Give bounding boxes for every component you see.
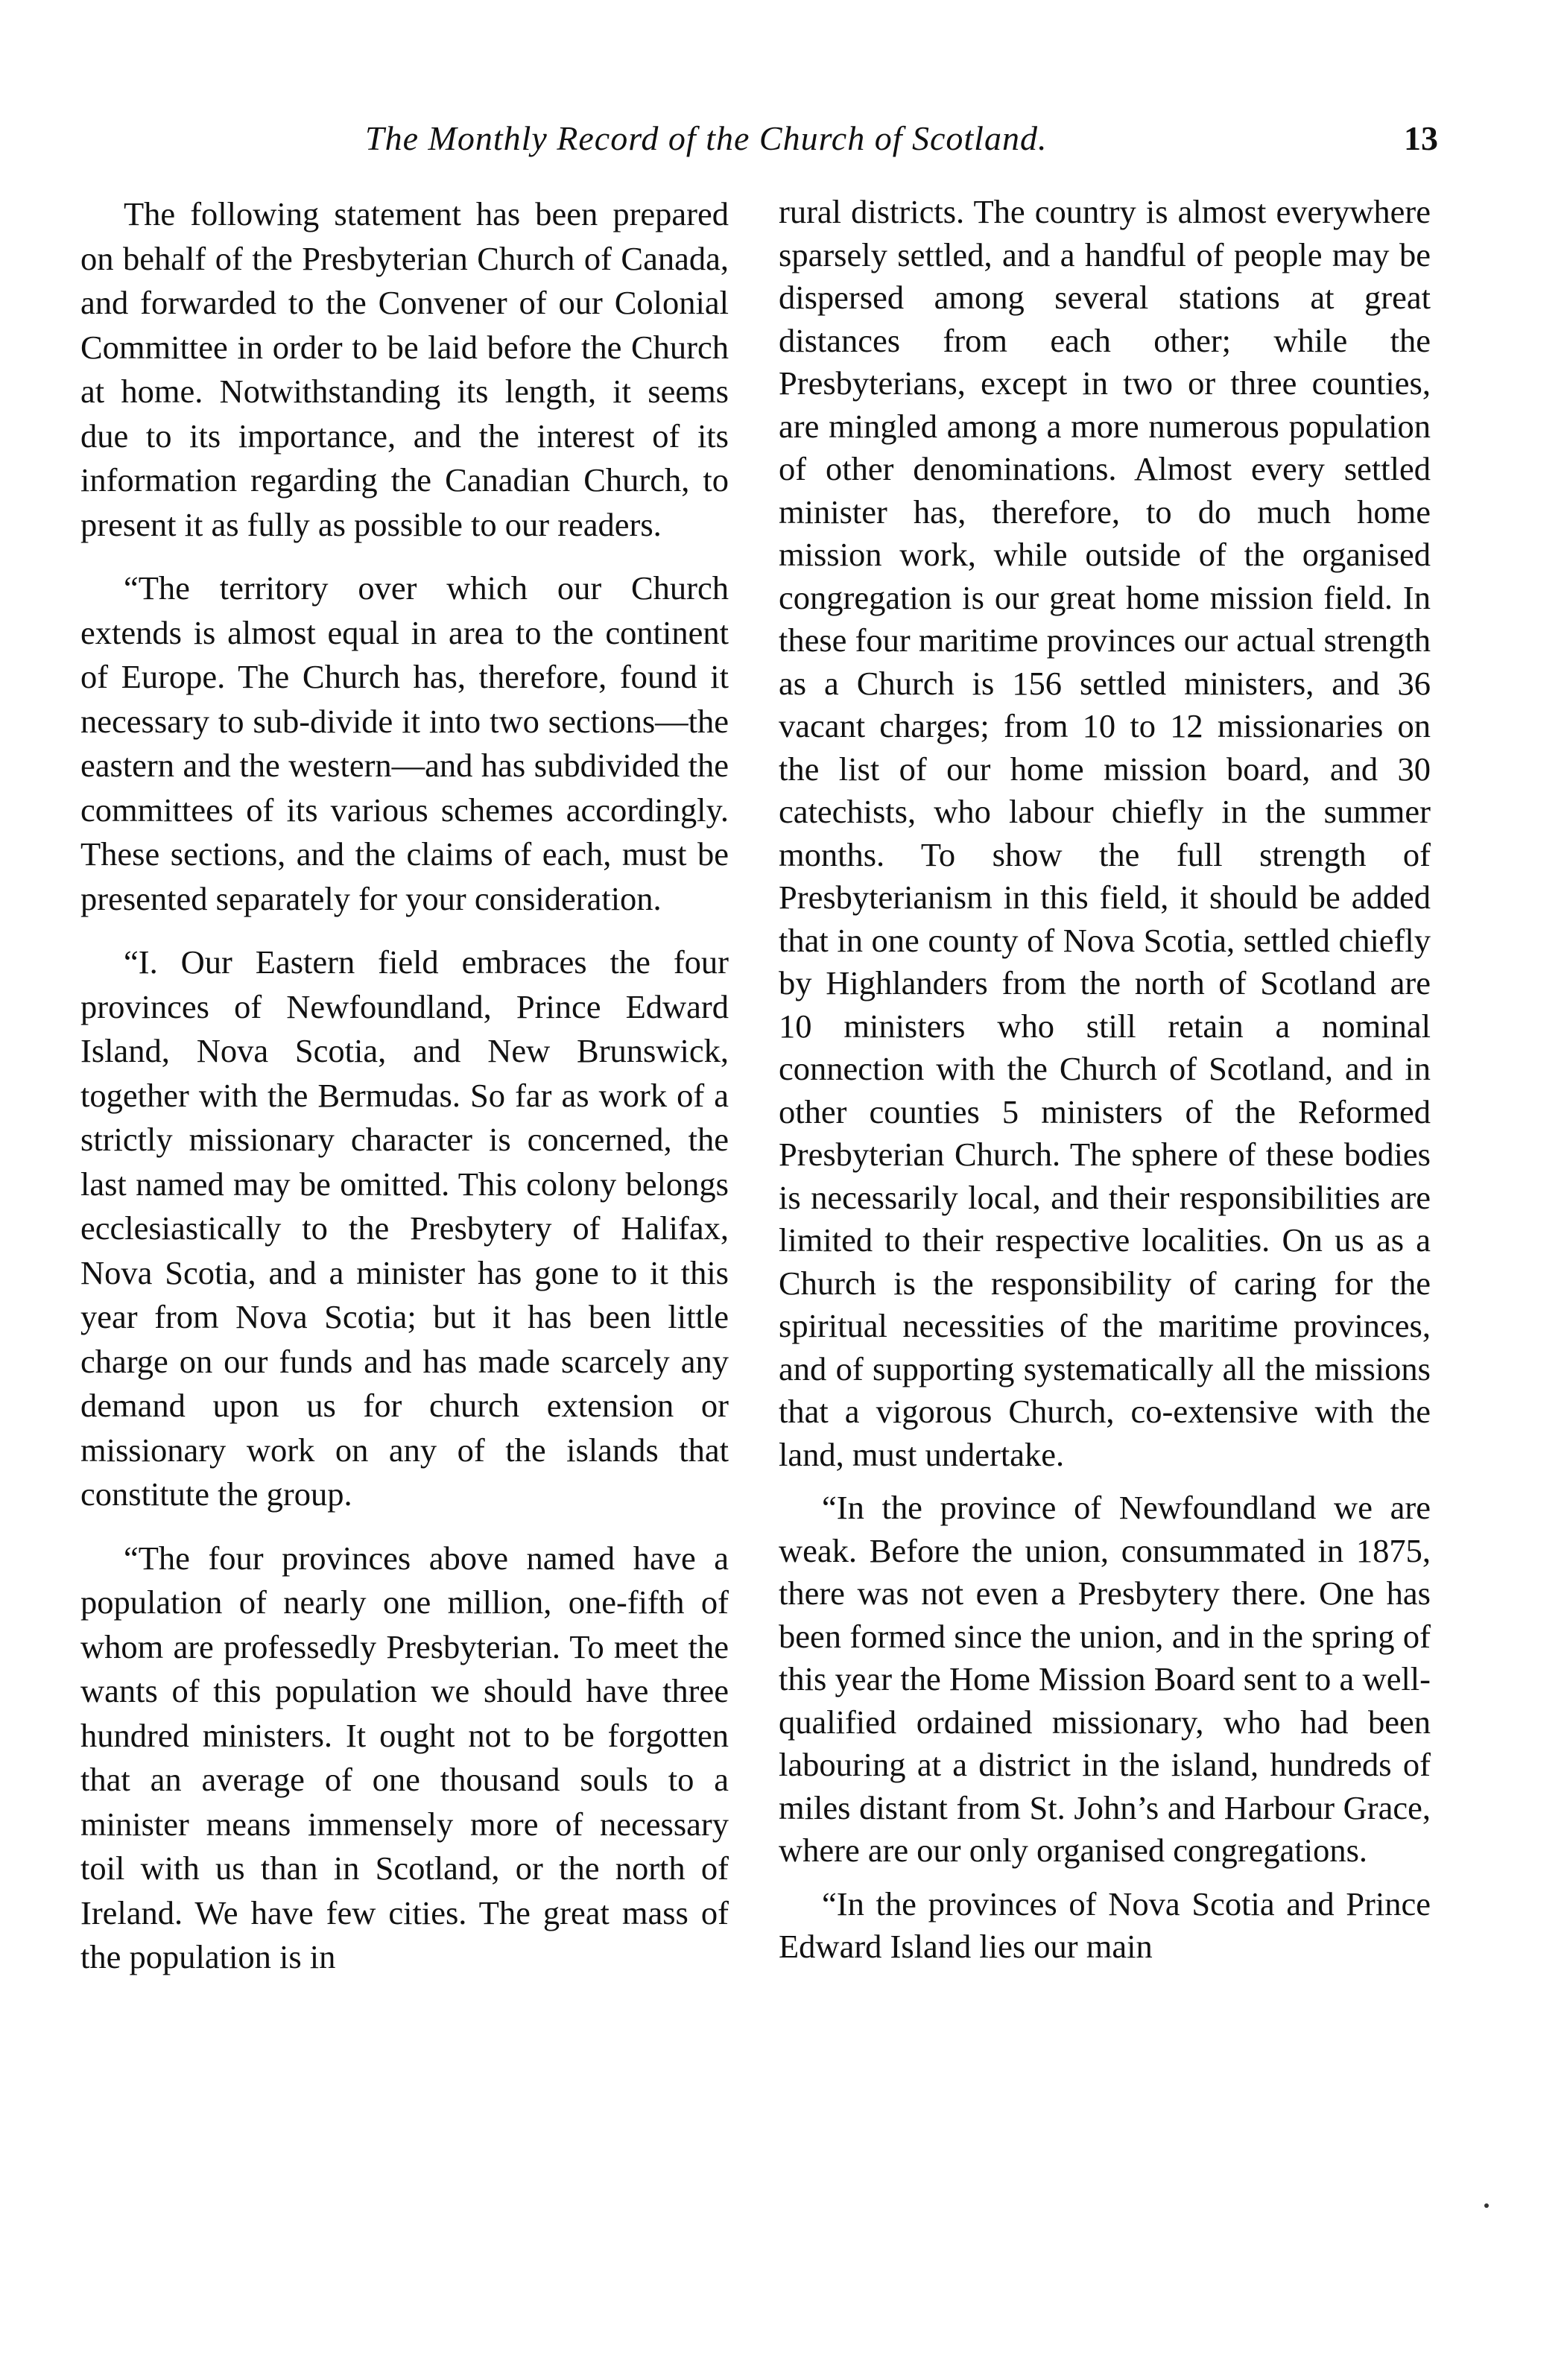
left-column [80, 192, 729, 1980]
ink-speck [1484, 2203, 1489, 2208]
paragraph-continued: rural districts. The country is almost everywhere sparsely settled, and a handful of people may be dispersed among several stations at great distances from each other; while the Presbyterians, except in two or three counties, are mingled among a more numerous population of other denominations. Almost every settled minister has, therefore, to do much home mission work, while outside of the organised congregation is our great home mission field. In these four maritime provinces our actual strength as a Church is 156 settled ministers, and 36 vacant charges; from 10 to 12 missionaries on the list of our home mission board, and 30 catechists, who labour chiefly in the summer months. To show the full strength of Presbyterianism in this field, it should be added that in one county of Nova Scotia, settled chiefly by Highlanders from the north of Scotland are 10 ministers who still retain a nominal connection with the Church of Scotland, and in other counties 5 ministers of the Reformed Presbyterian Church. The sphere of these bodies is necessarily local, and their responsibilities are limited to their respective localities. On us as a Church is the responsibility of caring for the spiritual necessities of the maritime provinces, and of supporting systematically all the missions that a vigorous Church, co-extensive with the land, must undertake. [779, 193, 1431, 1473]
paragraph: “In the provinces of Nova Scotia and Prince Edward Island lies our main [779, 1884, 1431, 1965]
paragraph: The following statement has been prepared on behalf of the Presbyterian Church of Canada, and forwarded to the Convener of our Colonial Committee in order to be laid before the Church at home. Notwithstanding its length, it seems due to its importance, and the interest of its information regarding the Canadian Church, to present it as fully as possible to our readers. [80, 195, 729, 543]
running-title: The Monthly Record of the Church of Scotland. [365, 119, 1048, 157]
page-number: 13 [1404, 119, 1438, 157]
paragraph: “The territory over which our Church extends is almost equal in area to the continent of Europe. The Church has, therefore, found it necessary to sub-divide it into two sections—the eastern and the western—and has subdivided the committees of its various schemes accordingly. These sections, and the claims of each, must be presented separately for your consideration. [80, 569, 729, 917]
right-column [779, 191, 1431, 1969]
paragraph: “In the province of Newfoundland we are weak. Before the union, consummated in 1875, there was not even a Presbytery there. One has been formed since the union, and in the spring of this year the Home Mission Board sent to a well-qualified ordained missionary, who had been labouring at a district in the island, hundreds of miles distant from St. John’s and Harbour Grace, where are our only organised congregations. [779, 1489, 1431, 1869]
paragraph: “The four provinces above named have a population of nearly one million, one-fifth of whom are professedly Presbyterian. To meet the wants of this population we should have three hundred ministers. It ought not to be forgotten that an average of one thousand souls to a minister means immensely more of necessary toil with us than in Scotland, or the north of Ireland. We have few cities. The great mass of the population is in [80, 1539, 729, 1975]
paragraph: “I. Our Eastern field embraces the four provinces of Newfoundland, Prince Edward Island, Nova Scotia, and New Brunswick, together with the Bermudas. So far as work of a strictly missionary character is concerned, the last named may be omitted. This colony belongs ecclesiastically to the Presbytery of Halifax, Nova Scotia, and a minister has gone to it this year from Nova Scotia; but it has been little charge on our funds and has made scarcely any demand upon us for church extension or missionary work on any of the islands that constitute the group. [80, 943, 729, 1513]
running-head [365, 118, 1438, 162]
